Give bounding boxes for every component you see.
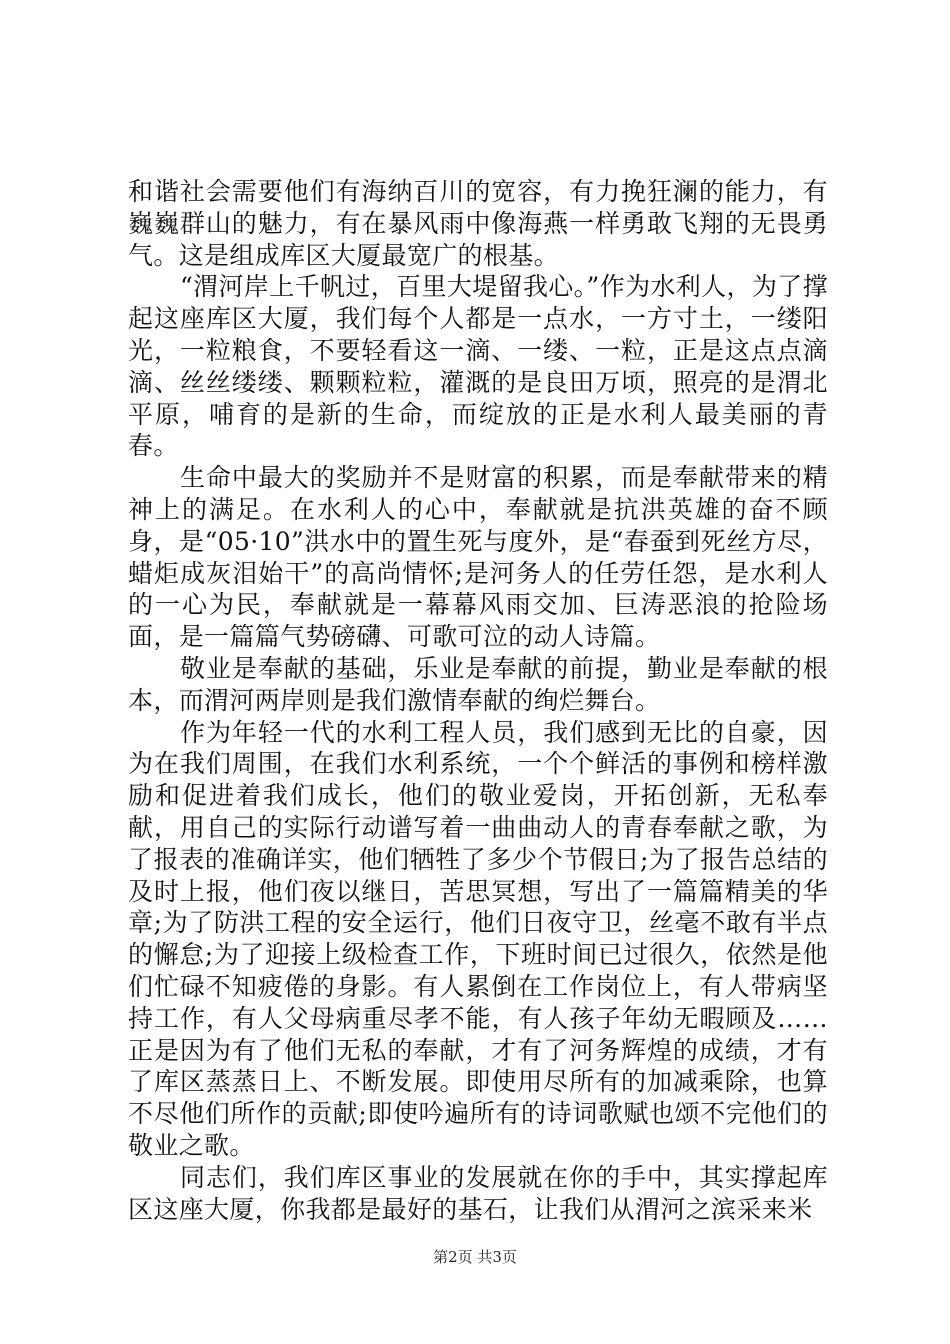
page-footer: 第2页 共3页: [433, 1248, 517, 1266]
paragraph-1: 和谐社会需要他们有海纳百川的宽容，有力挽狂澜的能力，有巍巍群山的魅力，有在暴风雨中像海燕一样勇敢飞翔的无畏勇气。这是组成库区大厦最宽广的根基。: [128, 177, 828, 270]
paragraph-2: “渭河岸上千帆过，百里大堤留我心。”作为水利人，为了撑起这座库区大厦，我们每个人都是一点水，一方寸土，一缕阳光，一粒粮食，不要轻看这一滴、一缕、一粒，正是这点点滴滴、丝丝缕缕、颗颗粒粒，灌溉的是良田万顷，照亮的是渭北平原，哺育的是新的生命，而绽放的正是水利人最美丽的青春。: [128, 272, 828, 461]
paragraph-6: 同志们，我们库区事业的发展就在你的手中，其实撑起库区这座大厦，你我都是最好的基石，让我们从渭河之滨采来米: [128, 1162, 828, 1224]
paragraph-3: 生命中最大的奖励并不是财富的积累，而是奉献带来的精神上的满足。在水利人的心中，奉献就是抗洪英雄的奋不顾身，是“05·10”洪水中的置生死与度外，是“春蚕到死丝方尽，蜡炬成灰泪始干”的高尚情怀;是河务人的任劳任怨，是水利人的一心为民，奉献就是一幕幕风雨交加、巨涛恶浪的抢险场面，是一篇篇气势磅礴、可歌可泣的动人诗篇。: [128, 463, 828, 652]
paragraph-4: 敬业是奉献的基础，乐业是奉献的前提，勤业是奉献的根本，而渭河两岸则是我们激情奉献的绚烂舞台。: [128, 653, 828, 715]
paragraph-5: 作为年轻一代的水利工程人员，我们感到无比的自豪，因为在我们周围，在我们水利系统，一个个鲜活的事例和榜样激励和促进着我们成长，他们的敬业爱岗，开拓创新，无私奉献，用自己的实际行动谱写着一曲曲动人的青春奉献之歌，为了报表的准确详实，他们牺牲了多少个节假日;为了报告总结的及时上报，他们夜以继日，苦思冥想，写出了一篇篇精美的华章;为了防洪工程的安全运行，他们日夜守卫，丝毫不敢有半点的懈怠;为了迎接上级检查工作，下班时间已过很久，依然是他们忙碌不知疲倦的身影。有人累倒在工作岗位上，有人带病坚持工作，有人父母病重尽孝不能，有人孩子年幼无暇顾及……正是因为有了他们无私的奉献，才有了河务辉煌的成绩，才有了库区蒸蒸日上、不断发展。即使用尽所有的加减乘除，也算不尽他们所作的贡献;即使吟遍所有的诗词歌赋也颂不完他们的敬业之歌。: [128, 717, 828, 1160]
document-body: [128, 176, 828, 1225]
